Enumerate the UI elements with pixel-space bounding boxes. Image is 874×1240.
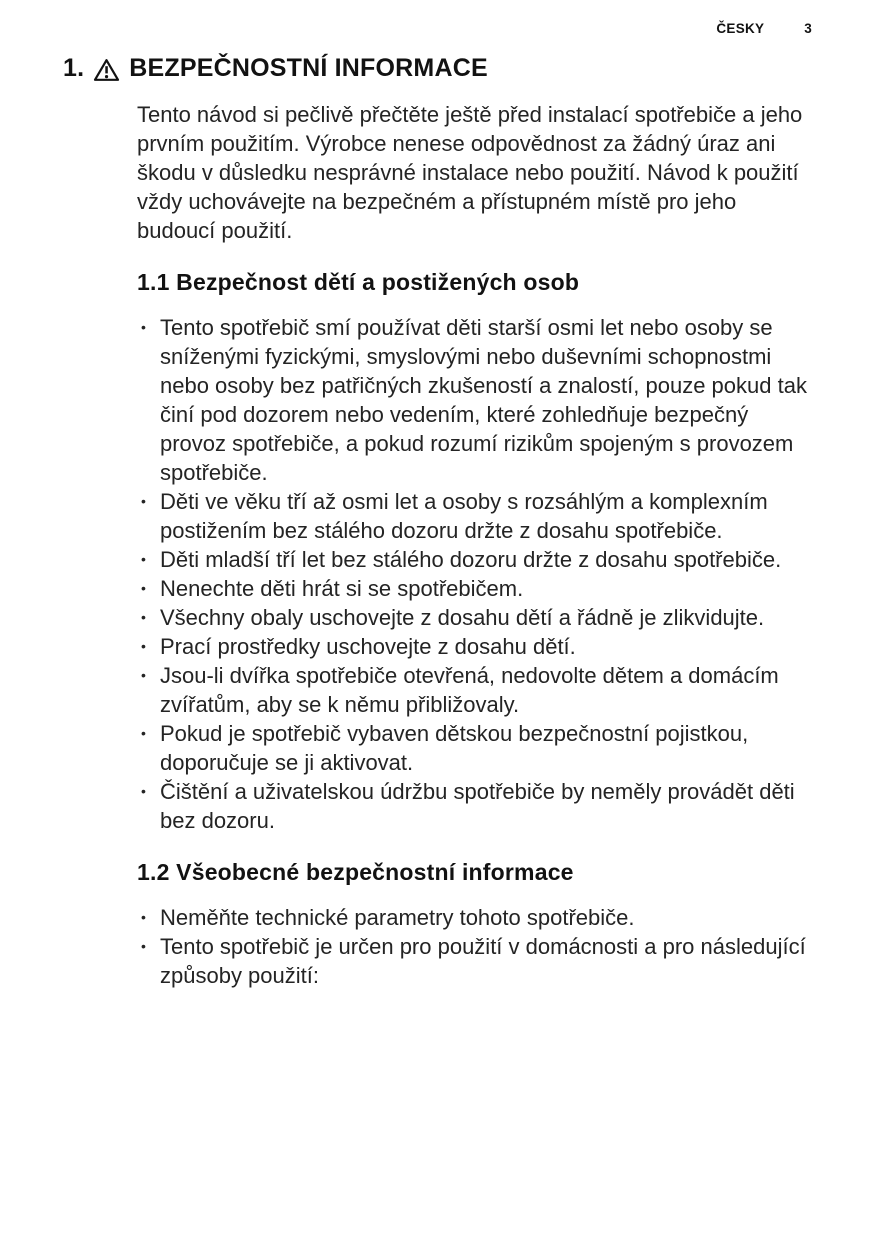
list-item-text: Neměňte technické parametry tohoto spotřebiče. <box>160 905 635 930</box>
warning-icon <box>93 58 120 82</box>
list-item <box>137 632 815 661</box>
bullet-icon: • <box>141 638 146 654</box>
list-item-text: Čištění a uživatelskou údržbu spotřebiče by neměly provádět děti bez dozoru. <box>160 779 795 833</box>
list-item <box>137 903 815 932</box>
list-item <box>137 661 815 719</box>
list-item-text: Děti ve věku tří až osmi let a osoby s rozsáhlým a komplexním postižením bez stálého dozoru držte z dosahu spotřebiče. <box>160 489 768 543</box>
chapter-title: BEZPEČNOSTNÍ INFORMACE <box>129 54 488 82</box>
page-header <box>716 21 812 36</box>
bullet-icon: • <box>141 667 146 683</box>
list-item-text: Prací prostředky uschovejte z dosahu dětí. <box>160 634 576 659</box>
list-item-text: Nenechte děti hrát si se spotřebičem. <box>160 576 524 601</box>
list-item <box>137 574 815 603</box>
bullet-icon: • <box>141 493 146 509</box>
bullet-icon: • <box>141 580 146 596</box>
list-item-text: Jsou-li dvířka spotřebiče otevřená, nedovolte dětem a domácím zvířatům, aby se k němu přibližovaly. <box>160 663 779 717</box>
bullet-icon: • <box>141 551 146 567</box>
bullet-icon: • <box>141 783 146 799</box>
chapter-number: 1. <box>63 54 85 82</box>
list-item <box>137 719 815 777</box>
intro-paragraph: Tento návod si pečlivě přečtěte ještě před instalací spotřebiče a jeho prvním použitím. Výrobce nenese odpovědnost za žádný úraz ani škodu v důsledku nesprávné instalace nebo použití. Návod k použití vždy uchovávejte na bezpečném a přístupném místě pro jeho budoucí použití. <box>137 102 803 243</box>
bullet-icon: • <box>141 609 146 625</box>
bullet-icon: • <box>141 938 146 954</box>
list-item-text: Tento spotřebič smí používat děti starší osmi let nebo osoby se sníženými fyzickými, smyslovými nebo duševními schopnostmi nebo osoby bez patřičných zkušeností a znalostí, pouze pokud tak činí pod dozorem nebo vedením, které zohledňuje bezpečný provoz spotřebiče, a pokud rozumí rizikům spojeným s provozem spotřebiče. <box>160 315 807 485</box>
list-item-text: Pokud je spotřebič vybaven dětskou bezpečnostní pojistkou, doporučuje se ji aktivovat. <box>160 721 749 775</box>
list-item <box>137 487 815 545</box>
header-page-number: 3 <box>804 21 812 36</box>
list-item-text: Děti mladší tří let bez stálého dozoru držte z dosahu spotřebiče. <box>160 547 782 572</box>
page-content <box>137 100 815 990</box>
bullet-icon: • <box>141 725 146 741</box>
section-1-1-list <box>137 313 815 835</box>
list-item <box>137 603 815 632</box>
list-item <box>137 932 815 990</box>
list-item <box>137 545 815 574</box>
bullet-icon: • <box>141 319 146 335</box>
section-1-1-heading: 1.1 Bezpečnost dětí a postižených osob <box>137 269 580 295</box>
chapter-heading <box>63 54 874 83</box>
bullet-icon: • <box>141 909 146 925</box>
list-item <box>137 777 815 835</box>
list-item-text: Tento spotřebič je určen pro použití v domácnosti a pro následující způsoby použití: <box>160 934 806 988</box>
list-item-text: Všechny obaly uschovejte z dosahu dětí a řádně je zlikvidujte. <box>160 605 765 630</box>
list-item <box>137 313 815 487</box>
section-1-2-heading: 1.2 Všeobecné bezpečnostní informace <box>137 859 574 885</box>
header-language-label: ČESKY <box>716 21 765 36</box>
section-1-2-list <box>137 903 815 990</box>
